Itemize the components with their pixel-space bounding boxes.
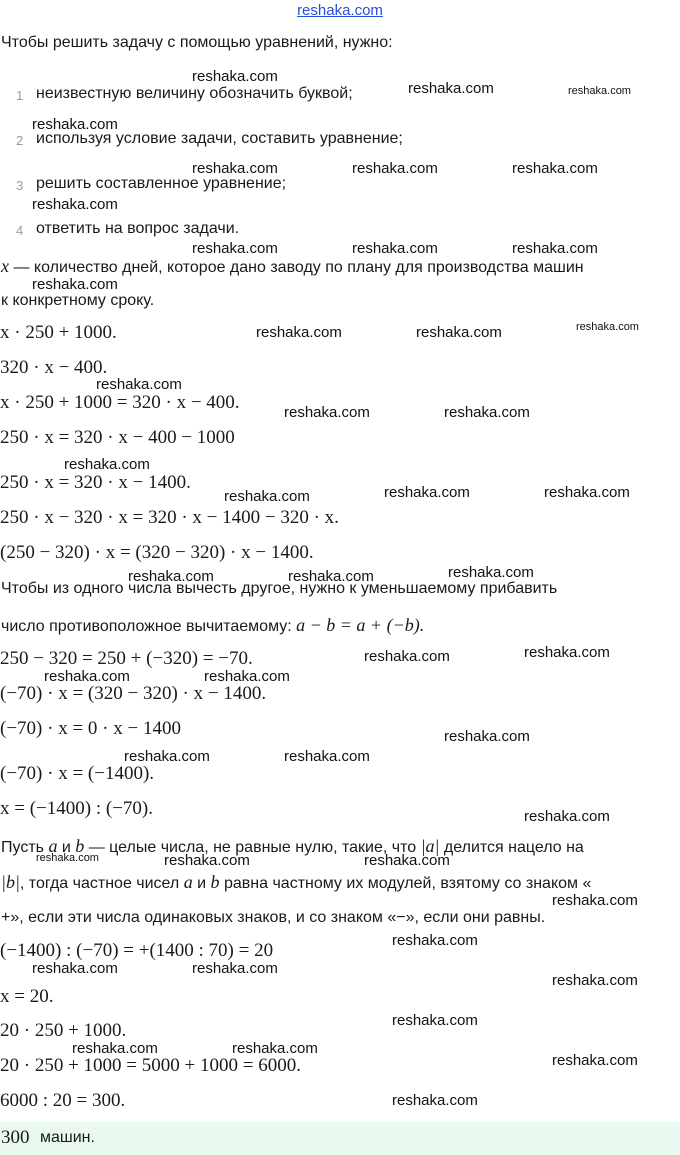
watermark: reshaka.com [192,240,278,257]
watermark: reshaka.com [64,456,150,473]
step-text: решить составленное уравнение; [36,175,287,192]
watermark: reshaka.com [204,668,290,685]
watermark: reshaka.com [392,932,478,949]
step-number: 1 [16,88,24,103]
formula: 6000 : 20 = 300. [0,1090,126,1111]
site-link[interactable]: reshaka.com [297,2,383,19]
watermark: reshaka.com [552,1052,638,1069]
rule2-line-2: |b|, тогда частное чисел a и b равна частному их модулей, взятому со знаком « [1,872,592,892]
step-text: неизвестную величину обозначить буквой; [36,85,353,102]
rule-line-2: число противоположное вычитаемому: a − b = a + (−b). [1,615,425,635]
watermark: reshaka.com [192,960,278,977]
answer-box [0,1122,680,1155]
formula: 250 · x = 320 · x − 400 − 1000 [0,427,235,448]
watermark: reshaka.com [124,748,210,765]
formula: x = 20. [0,986,54,1007]
formula: 20 · 250 + 1000 = 5000 + 1000 = 6000. [0,1055,301,1076]
watermark: reshaka.com [524,808,610,825]
watermark: reshaka.com [128,568,214,585]
answer-unit: машин. [40,1129,95,1146]
rule2-line-3: +», если эти числа одинаковых знаков, и со знаком «−», если они равны. [1,909,546,926]
watermark: reshaka.com [576,321,639,333]
step-text: ответить на вопрос задачи. [36,220,240,237]
step-number: 4 [16,223,24,238]
watermark: reshaka.com [192,68,278,85]
watermark: reshaka.com [544,484,630,501]
variable-x: x [1,256,9,276]
watermark: reshaka.com [512,160,598,177]
watermark: reshaka.com [192,160,278,177]
formula: x = (−1400) : (−70). [0,798,153,819]
formula: 250 − 320 = 250 + (−320) = −70. [0,648,253,669]
watermark: reshaka.com [232,1040,318,1057]
watermark: reshaka.com [36,852,99,864]
watermark: reshaka.com [384,484,470,501]
watermark: reshaka.com [44,668,130,685]
watermark: reshaka.com [256,324,342,341]
watermark: reshaka.com [224,488,310,505]
watermark: reshaka.com [408,80,494,97]
answer-value: 300 [1,1127,30,1148]
step-number: 3 [16,178,24,193]
formula: (−1400) : (−70) = +(1400 : 70) = 20 [0,940,274,961]
rule-line-1: Чтобы из одного числа вычесть другое, нужно к уменьшаемому прибавить [1,580,558,597]
definition-line-1: x — количество дней, которое дано заводу по плану для производства машин [1,256,584,276]
formula: 250 · x = 320 · x − 1400. [0,472,191,493]
watermark: reshaka.com [524,644,610,661]
watermark: reshaka.com [392,1092,478,1109]
watermark: reshaka.com [392,1012,478,1029]
watermark: reshaka.com [552,892,638,909]
watermark: reshaka.com [284,748,370,765]
rule-formula: a − b = a + (−b). [296,615,425,635]
watermark: reshaka.com [416,324,502,341]
watermark: reshaka.com [352,240,438,257]
intro-text: Чтобы решить задачу с помощью уравнений, нужно: [1,34,393,51]
watermark: reshaka.com [164,852,250,869]
watermark: reshaka.com [568,85,631,97]
watermark: reshaka.com [448,564,534,581]
watermark: reshaka.com [444,404,530,421]
formula: 320 · x − 400. [0,357,108,378]
watermark: reshaka.com [444,728,530,745]
formula: (−70) · x = (320 − 320) · x − 1400. [0,683,267,704]
definition-line-2: к конкретному сроку. [1,292,155,309]
step-number: 2 [16,133,24,148]
formula: (−70) · x = 0 · x − 1400 [0,718,181,739]
watermark: reshaka.com [96,376,182,393]
formula: (250 − 320) · x = (320 − 320) · x − 1400. [0,542,314,563]
watermark: reshaka.com [284,404,370,421]
watermark: reshaka.com [364,852,450,869]
formula: 250 · x − 320 · x = 320 · x − 1400 − 320 · x. [0,507,339,528]
formula: (−70) · x = (−1400). [0,763,155,784]
rule2-line-1: Пусть a и b — целые числа, не равные нулю, такие, что |a| делится нацело на [1,836,584,856]
formula: x · 250 + 1000. [0,322,117,343]
step-text: используя условие задачи, составить уравнение; [36,130,403,147]
watermark: reshaka.com [288,568,374,585]
watermark: reshaka.com [32,196,118,213]
watermark: reshaka.com [352,160,438,177]
watermark: reshaka.com [32,116,118,133]
formula: x · 250 + 1000 = 320 · x − 400. [0,392,240,413]
watermark: reshaka.com [72,1040,158,1057]
watermark: reshaka.com [32,276,118,293]
watermark: reshaka.com [364,648,450,665]
formula: 20 · 250 + 1000. [0,1020,127,1041]
watermark: reshaka.com [552,972,638,989]
watermark: reshaka.com [512,240,598,257]
watermark: reshaka.com [32,960,118,977]
